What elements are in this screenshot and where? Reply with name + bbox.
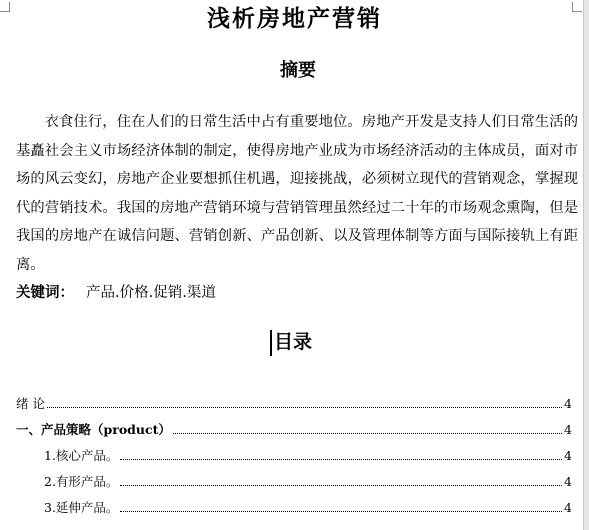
toc-entry-page: 4 [564,396,572,411]
keywords-values: 产品.价格.促销.渠道 [86,285,216,301]
document-title: 浅析房地产营销 [207,5,382,32]
toc-entry-page: 4 [564,500,572,515]
toc-entry[interactable] [16,464,572,490]
keywords-line [16,282,216,304]
toc-entry-text: 绪 论 [16,396,45,411]
abstract-paragraph: 衣食住行，住在人们的日常生活中占有重要地位。房地产开发是支持人们日常生活的基矗社会主义市场经济体制的制定，使得房地产业成为市场经济活动的主体成员，面对市场的风云变幻，房地产企业要想抓住机遇，迎接挑战，必须树立现代的营销观念，掌握现代的营销技术。我国的房地产营销环境与营销管理虽然经过二十年的市场观念熏陶，但是我国的房地产在诚信问题、营销创新、产品创新、以及管理体制等方面与国际接轨上有距离。 [16,114,578,273]
toc-entry-page: 4 [564,474,572,489]
toc-entry-text: 一、产品策略（product） [16,422,171,437]
table-of-contents [16,386,572,516]
vertical-scrollbar[interactable] [583,0,589,530]
toc-dot-leader [120,511,562,512]
toc-entry[interactable] [16,438,572,464]
abstract-heading: 摘要 [280,60,316,81]
toc-entry[interactable] [16,490,572,516]
toc-entry-text: 2.有形产品。 [44,474,119,489]
toc-entry-page: 4 [564,448,572,463]
toc-heading: 目录 [274,331,313,353]
toc-entry[interactable] [16,412,572,438]
toc-entry-text: 1.核心产品。 [44,448,119,463]
toc-dot-leader [120,485,562,486]
toc-dot-leader [173,433,562,434]
toc-entry-page: 4 [564,422,572,437]
toc-dot-leader [120,459,562,460]
toc-entry-text: 3.延伸产品。 [44,500,119,515]
text-cursor [270,330,272,356]
keywords-label: 关键词： [16,284,74,301]
toc-dot-leader [47,407,562,408]
toc-entry[interactable] [16,386,572,412]
